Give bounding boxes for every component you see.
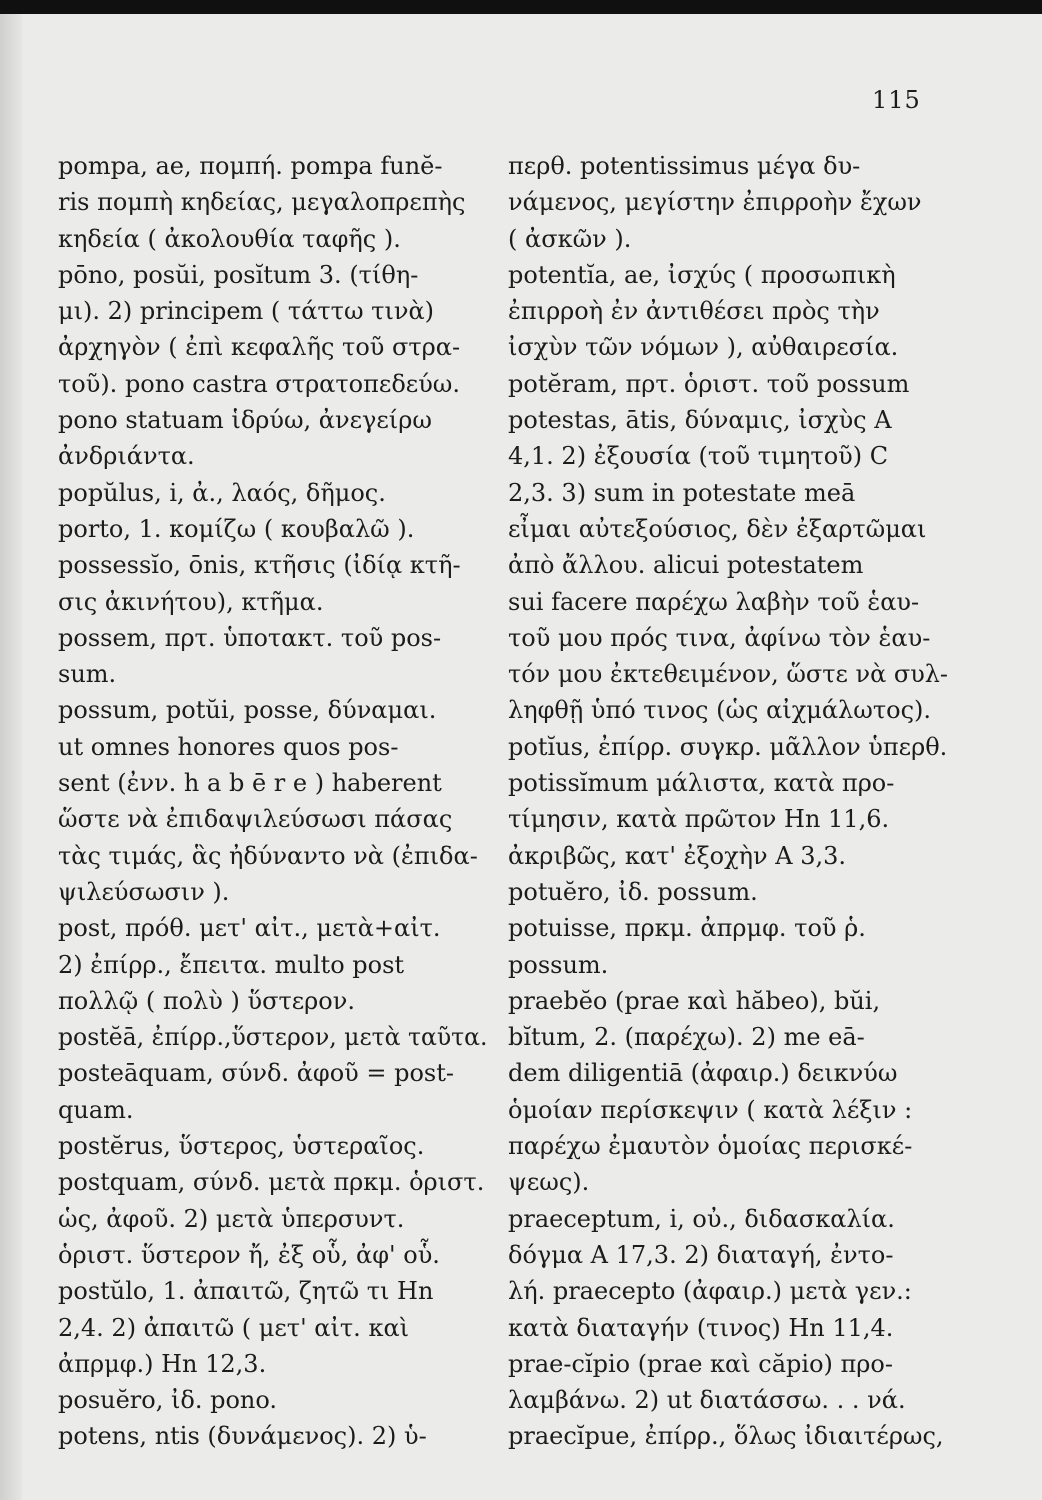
left-column [58, 148, 497, 1455]
dictionary-line: λαμβάνω. 2) ut διατάσσω. . . νά. [508, 1386, 906, 1415]
dictionary-line: praeceptum, i, οὐ., διδασκαλία. [508, 1204, 895, 1233]
dictionary-line: παρέχω ἐμαυτὸν ὁμοίας περισκέ- [508, 1132, 913, 1161]
dictionary-line: postĕrus, ὕστερος, ὑστεραῖος. [58, 1132, 425, 1161]
dictionary-line: τὰς τιμάς, ἃς ἠδύναντο νὰ (ἐπιδα- [58, 841, 478, 870]
dictionary-line: σις ἀκινήτου), κτῆμα. [58, 587, 324, 616]
dictionary-line: ὡς, ἀφοῦ. 2) μετὰ ὑπερσυντ. [58, 1204, 405, 1233]
dictionary-line: ἀπρμφ.) Hn 12,3. [58, 1349, 267, 1378]
dictionary-line: πολλῷ ( πολὺ ) ὕστερον. [58, 986, 355, 1015]
dictionary-line: ἀκριβῶς, κατ' ἐξοχὴν A 3,3. [508, 841, 847, 870]
dictionary-line: possum. [508, 950, 609, 979]
dictionary-line: μι). 2) principem ( τάττω τινὰ) [58, 297, 435, 326]
page-number: 115 [872, 86, 921, 114]
dictionary-line: εἶμαι αὐτεξούσιος, δὲν ἐξαρτῶμαι [508, 514, 927, 543]
dictionary-line: 2,3. 3) sum in potestate meā [508, 478, 856, 507]
dictionary-line: τόν μου ἐκτεθειμένον, ὥστε νὰ συλ- [508, 660, 949, 689]
dictionary-line: prae-cĭpio (prae καὶ căpio) προ- [508, 1349, 893, 1378]
dictionary-line: ( ἀσκῶν ). [508, 224, 632, 253]
dictionary-line: posteāquam, σύνδ. ἀφοῦ = post- [58, 1059, 454, 1088]
dictionary-line: sent (ἐνν. h a b ē r e ) haberent [58, 769, 442, 798]
dictionary-line: 4,1. 2) ἐξουσία (τοῦ τιμητοῦ) C [508, 442, 889, 471]
dictionary-line: quam. [58, 1095, 134, 1124]
dictionary-line: ὁμοίαν περίσκεψιν ( κατὰ λέξιν : [508, 1095, 913, 1124]
dictionary-line: possum, potŭi, posse, δύναμαι. [58, 696, 437, 725]
dictionary-line: τοῦ). pono castra στρατοπεδεύω. [58, 369, 460, 398]
dictionary-line: τοῦ μου πρός τινα, ἀφίνω τὸν ἑαυ- [508, 623, 931, 652]
dictionary-line: νάμενος, μεγίστην ἐπιρροὴν ἔχων [508, 188, 922, 217]
dictionary-line: ἀπὸ ἄλλου. alicui potestatem [508, 551, 864, 580]
page-edge-shadow [0, 14, 22, 1500]
dictionary-line: sum. [58, 660, 117, 689]
dictionary-line: potuĕro, ἰδ. possum. [508, 877, 758, 906]
dictionary-line: λή. praecepto (ἀφαιρ.) μετὰ γεν.: [508, 1277, 912, 1306]
dictionary-line: potĕram, πρτ. ὁριστ. τοῦ possum [508, 369, 910, 398]
dictionary-line: potĭus, ἐπίρρ. συγκρ. μᾶλλον ὑπερθ. [508, 732, 948, 761]
dictionary-line: posuĕro, ἰδ. pono. [58, 1386, 278, 1415]
dictionary-line: postŭlo, 1. ἀπαιτῶ, ζητῶ τι Hn [58, 1277, 434, 1306]
dictionary-line: praecĭpue, ἐπίρρ., ὅλως ἰδιαιτέρως, [508, 1422, 944, 1451]
dictionary-line: 2,4. 2) ἀπαιτῶ ( μετ' αἰτ. καὶ [58, 1313, 410, 1342]
dictionary-line: κατὰ διαταγήν (τινος) Hn 11,4. [508, 1313, 894, 1342]
dictionary-line: ὁριστ. ὕστερον ἤ, ἐξ οὗ, ἀφ' οὗ. [58, 1240, 440, 1269]
dictionary-line: ἰσχὺν τῶν νόμων ), αὐθαιρεσία. [508, 333, 899, 362]
dictionary-line: postĕā, ἐπίρρ.,ὕστερον, μετὰ ταῦτα. [58, 1023, 488, 1052]
dictionary-line: ληφθῇ ὑπό τινος (ὡς αἰχμάλωτος). [508, 696, 931, 725]
dictionary-line: pono statuam ἱδρύω, ἀνεγείρω [58, 406, 432, 435]
dictionary-line: possessĭo, ōnis, κτῆσις (ἰδίᾳ κτῆ- [58, 551, 461, 580]
dictionary-line: popŭlus, i, ἀ., λαός, δῆμος. [58, 478, 386, 507]
dictionary-line: ut omnes honores quos pos- [58, 732, 399, 761]
dictionary-line: potens, ntis (δυνάμενος). 2) ὑ- [58, 1422, 427, 1451]
dictionary-line: potestas, ātis, δύναμις, ἰσχὺς A [508, 406, 892, 435]
dictionary-line: περθ. potentissimus μέγα δυ- [508, 152, 861, 180]
dictionary-line: sui facere παρέχω λαβὴν τοῦ ἑαυ- [508, 587, 920, 616]
top-border [0, 0, 1042, 14]
dictionary-line: postquam, σύνδ. μετὰ πρκμ. ὁριστ. [58, 1168, 485, 1197]
dictionary-line: ἀνδριάντα. [58, 442, 195, 471]
right-column [508, 148, 949, 1455]
dictionary-line: bĭtum, 2. (παρέχω). 2) me eā- [508, 1023, 865, 1052]
dictionary-line: potuisse, πρκμ. ἀπρμφ. τοῦ ῥ. [508, 914, 866, 943]
dictionary-line: praebĕo (prae καὶ hăbeo), bŭi, [508, 986, 881, 1015]
dictionary-line: 2) ἐπίρρ., ἔπειτα. multo post [58, 950, 405, 979]
dictionary-line: κηδεία ( ἀκολουθία ταφῆς ). [58, 224, 401, 253]
dictionary-line: post, πρόθ. μετ' αἰτ., μετὰ+αἰτ. [58, 914, 441, 943]
dictionary-line: δόγμα A 17,3. 2) διαταγή, ἐντο- [508, 1240, 894, 1269]
dictionary-line: ἐπιρροὴ ἐν ἀντιθέσει πρὸς τὴν [508, 297, 880, 326]
dictionary-line: porto, 1. κομίζω ( κουβαλῶ ). [58, 514, 415, 543]
dictionary-line: τίμησιν, κατὰ πρῶτον Hn 11,6. [508, 805, 890, 834]
dictionary-line: pōno, posŭi, posĭtum 3. (τίθη- [58, 260, 419, 289]
dictionary-line: pompa, ae, πομπή. pompa funĕ- [58, 152, 443, 180]
dictionary-line: potissĭmum μάλιστα, κατὰ προ- [508, 769, 895, 798]
dictionary-line: potentĭa, ae, ἰσχύς ( προσωπικὴ [508, 260, 896, 289]
dictionary-line: ὥστε νὰ ἐπιδαψιλεύσωσι πάσας [58, 805, 453, 834]
dictionary-line: dem diligentiā (ἀφαιρ.) δεικνύω [508, 1059, 898, 1088]
dictionary-line: ψεως). [508, 1168, 590, 1197]
dictionary-line: ψιλεύσωσιν ). [58, 877, 230, 906]
dictionary-line: possem, πρτ. ὑποτακτ. τοῦ pos- [58, 623, 442, 652]
dictionary-line: ris πομπὴ κηδείας, μεγαλοπρεπὴς [58, 188, 466, 217]
dictionary-line: ἀρχηγὸν ( ἐπὶ κεφαλῆς τοῦ στρα- [58, 333, 461, 362]
